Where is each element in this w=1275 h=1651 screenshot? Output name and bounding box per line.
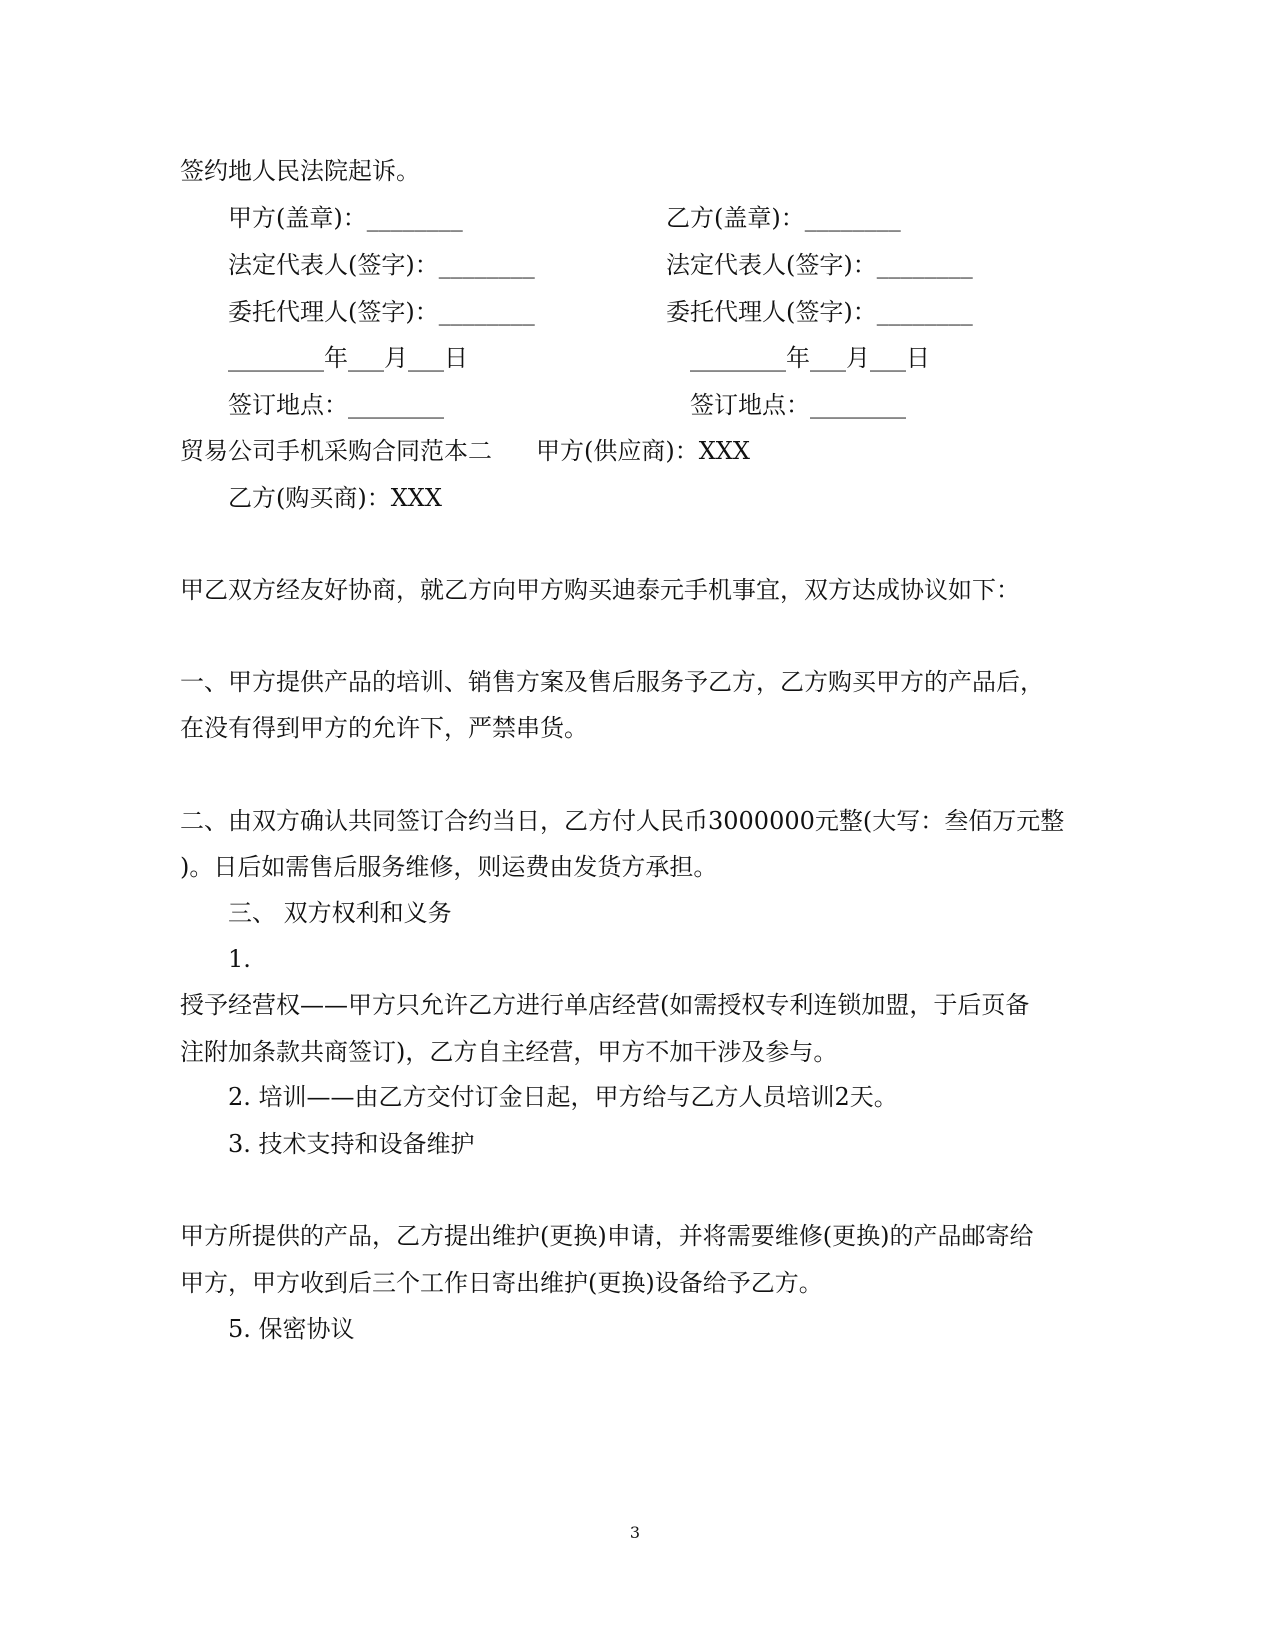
party-a-date-line: ________年___月___日 [228,344,468,372]
party-a-legal-rep-line: 法定代表人(签字)：________ [228,251,535,279]
party-b-seal-line: 乙方(盖章)：________ [666,204,901,232]
clause-one-line-1: 一、甲方提供产品的培训、销售方案及售后服务予乙方，乙方购买甲方的产品后， [180,668,1044,696]
clause-one-line-2: 在没有得到甲方的允许下，严禁串货。 [180,714,588,742]
item-five-line: 5. 保密协议 [228,1315,355,1343]
buyer-line: 乙方(购买商)：XXX [228,484,442,512]
party-a-place-line: 签订地点：________ [228,391,444,419]
party-b-date-line: ________年___月___日 [690,344,930,372]
supplier-line: 甲方(供应商)：XXX [536,437,750,465]
maintenance-line-2: 甲方，甲方收到后三个工作日寄出维护(更换)设备给予乙方。 [180,1269,823,1297]
item-one-line-1: 授予经营权——甲方只允许乙方进行单店经营(如需授权专利连锁加盟，于后页备 [180,991,1030,1019]
item-one-line-2: 注附加条款共商签订)，乙方自主经营，甲方不加干涉及参与。 [180,1038,838,1066]
party-b-place-line: 签订地点：________ [690,391,906,419]
item-two-line: 2. 培训——由乙方交付订金日起，甲方给与乙方人员培训2天。 [228,1083,898,1111]
intro-line: 甲乙双方经友好协商，就乙方向甲方购买迪泰元手机事宜，双方达成协议如下： [180,576,1020,604]
item-one-number: 1. [228,945,251,973]
clause-two-line-1: 二、由双方确认共同签订合约当日，乙方付人民币3000000元整(大写：叁佰万元整 [180,807,1065,835]
party-a-agent-line: 委托代理人(签字)：________ [228,298,535,326]
party-b-agent-line: 委托代理人(签字)：________ [666,298,973,326]
party-b-legal-rep-line: 法定代表人(签字)：________ [666,251,973,279]
section-title: 贸易公司手机采购合同范本二 [180,437,492,465]
item-three-line: 3. 技术支持和设备维护 [228,1130,475,1158]
party-a-seal-line: 甲方(盖章)：________ [228,204,463,232]
clause-three-heading: 三、 双方权利和义务 [228,899,452,927]
maintenance-line-1: 甲方所提供的产品，乙方提出维护(更换)申请，并将需要维修(更换)的产品邮寄给 [180,1222,1034,1250]
text-line: 签约地人民法院起诉。 [180,157,420,185]
clause-two-line-2: )。日后如需售后服务维修，则运费由发货方承担。 [180,853,718,881]
page-number: 3 [629,1523,641,1542]
